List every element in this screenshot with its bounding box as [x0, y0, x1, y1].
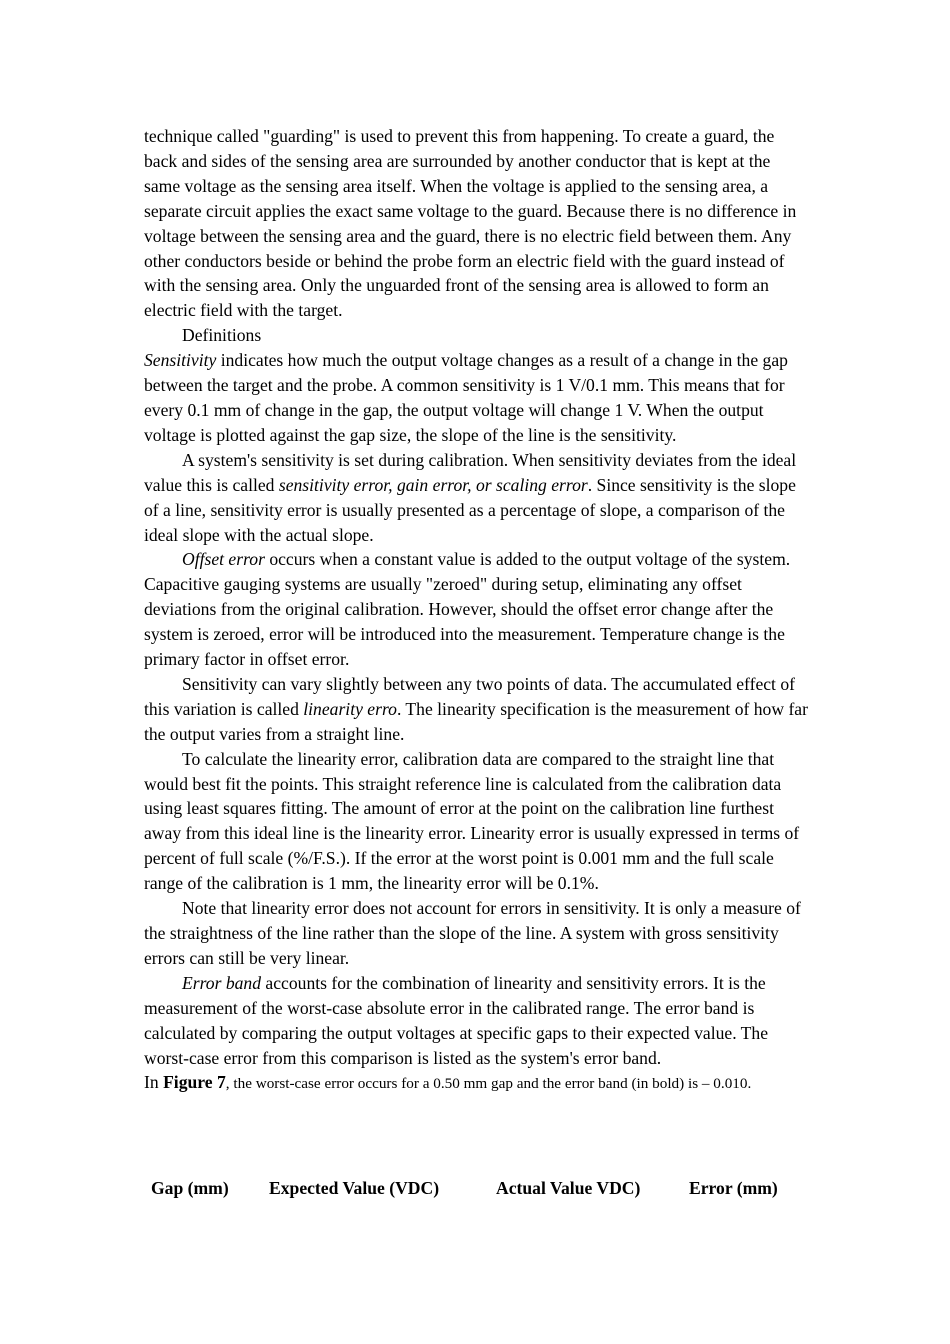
paragraph-sensitivity-error [144, 448, 808, 548]
sensitivity-error-text-a: A system's sensitivity is set during calibration. When sensitivity deviates from the ideal value this is called [144, 449, 797, 495]
linearity-text-a: Sensitivity can vary slightly between any two points of data. The accumulated effect of this variation is called [144, 673, 795, 719]
sensitivity-error-text-b: . Since sensitivity is the slope of a line, sensitivity error is usually presented as a percentage of slope, a comparison of the ideal slope with the actual slope. [144, 474, 796, 545]
paragraph-guarding: technique called "guarding" is used to prevent this from happening. To create a guard, the back and sides of the sensing area are surrounded by another conductor that is kept at the same voltage as the sensing area itself. When the voltage is applied to the sensing area, a separate circuit applies the exact same voltage to the guard. Because there is no difference in voltage between the sensing area and the guard, there is no electric field between them. Any other conductors beside or behind the probe form an electric field with the guard instead of with the sensing area. Only the unguarded front of the sensing area is allowed to form an electric field with the target. [144, 126, 797, 321]
figure-ref-label: Figure 7 [163, 1072, 226, 1093]
column-header-expected-value: Expected Value (VDC) [269, 1178, 440, 1198]
paragraph-figure-reference [144, 1070, 808, 1097]
term-linearity-error: linearity erro [303, 698, 397, 719]
paragraph-offset-error [144, 547, 808, 672]
paragraph-linearity [144, 672, 808, 747]
offset-error-text: occurs when a constant value is added to the output voltage of the system. Capacitive gauging systems are usually "zeroed" during setup, eliminating any offset deviations from the original calibration. However, should the offset error change after the system is zeroed, error will be introduced into the measurement. Temperature change is the primary factor in offset error. [144, 549, 791, 670]
paragraph-linearity-note: Note that linearity error does not account for errors in sensitivity. It is only a measure of the straightness of the line rather than the slope of the line. A system with gross sensitivity errors can still be very linear. [144, 898, 801, 968]
definitions-heading: Definitions [182, 325, 262, 346]
term-sensitivity: Sensitivity [144, 350, 217, 371]
column-header-error: Error (mm) [689, 1178, 778, 1198]
paragraph-linearity-calculation: To calculate the linearity error, calibration data are compared to the straight line that would best fit the points. This straight reference line is calculated from the calibration data using least squares fitting. The amount of error at the point on the calibration line furthest away from this ideal line is the linearity error. Linearity error is usually expressed in terms of percent of full scale (%/F.S.). If the error at the worst point is 0.001 mm and the full scale range of the calibration is 1 mm, the linearity error will be 0.1%. [144, 748, 800, 894]
paragraph-error-band [144, 971, 808, 1071]
column-header-actual-value: Actual Value VDC) [496, 1178, 641, 1198]
sensitivity-text: indicates how much the output voltage changes as a result of a change in the gap between the target and the probe. A common sensitivity is 1 V/0.1 mm. This means that for every 0.1 mm of change in the gap, the output voltage will change 1 V. When the output voltage is plotted against the gap size, the slope of the line is the sensitivity. [144, 350, 788, 445]
error-band-text: accounts for the combination of linearity and sensitivity errors. It is the measurement of the worst-case absolute error in the calibrated range. The error band is calculated by comparing the output voltages at specific gaps to their expected value. The worst-case error from this comparison is listed as the system's error band. [144, 972, 769, 1068]
document-body [144, 124, 808, 1097]
term-error-band: Error band [182, 972, 262, 993]
term-sensitivity-error: sensitivity error, gain error, or scaling error [278, 474, 588, 495]
linearity-text-b: . The linearity specification is the measurement of how far the output varies from a straight line. [144, 698, 808, 744]
paragraph-sensitivity [144, 348, 808, 448]
figure-ref-in: In [144, 1072, 164, 1093]
term-offset-error: Offset error [182, 549, 265, 570]
column-header-gap: Gap (mm) [151, 1178, 229, 1198]
figure-ref-text: , the worst-case error occurs for a 0.50 mm gap and the error band (in bold) is – 0.010. [225, 1075, 752, 1093]
